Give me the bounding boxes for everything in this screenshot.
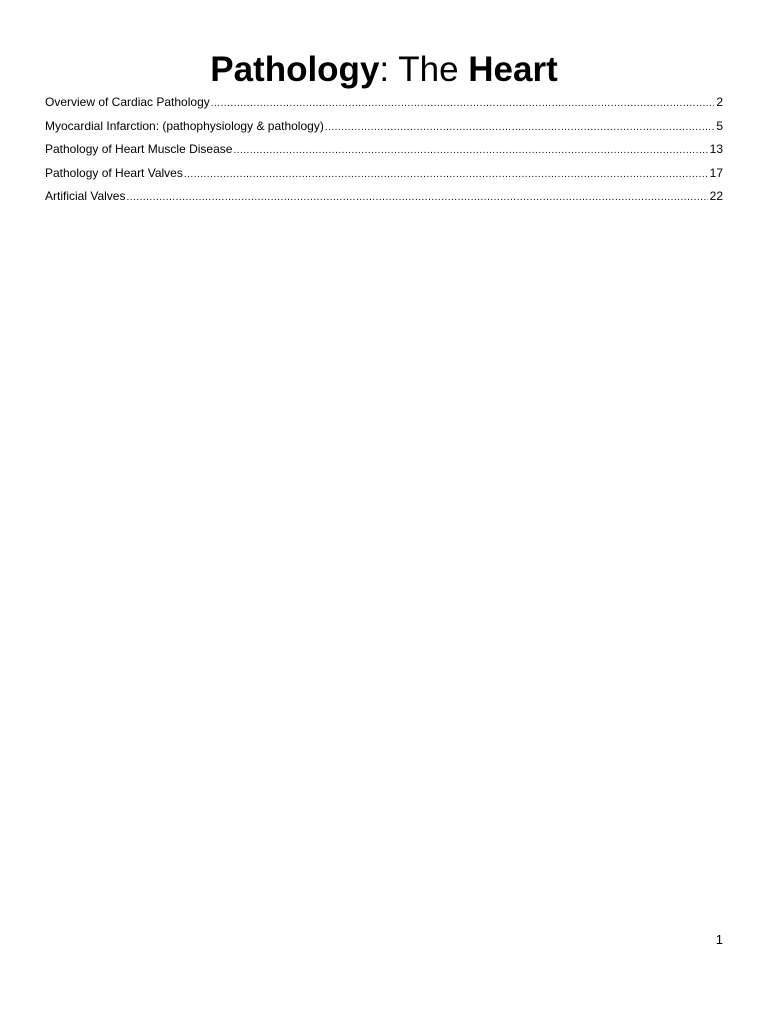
toc-entry-heart-muscle-disease[interactable] xyxy=(45,140,723,164)
toc-entry-page: 2 xyxy=(716,95,723,109)
page-number: 1 xyxy=(715,932,723,947)
page-title xyxy=(0,48,768,92)
toc-entry-page: 17 xyxy=(709,165,723,180)
toc-entry-heart-valves[interactable] xyxy=(45,164,723,188)
toc-dot-leader xyxy=(211,95,715,113)
table-of-contents xyxy=(45,93,723,211)
toc-entry-myocardial-infarction[interactable] xyxy=(45,117,723,141)
toc-entry-page: 22 xyxy=(709,189,723,203)
toc-entry-label: Pathology of Heart Muscle Disease xyxy=(45,142,233,156)
toc-entry-label: Artificial Valves xyxy=(45,189,126,203)
toc-dot-leader xyxy=(233,142,707,160)
toc-entry-page: 13 xyxy=(709,142,723,156)
toc-dot-leader xyxy=(126,189,707,207)
toc-entry-label: Myocardial Infarction: (pathophysiology & pathology) xyxy=(45,118,324,133)
toc-dot-leader xyxy=(325,119,714,137)
toc-entry-label: Overview of Cardiac Pathology xyxy=(45,95,210,109)
toc-entry-artificial-valves[interactable] xyxy=(45,187,723,211)
title-part-heart: Heart xyxy=(468,50,558,89)
toc-dot-leader xyxy=(184,166,708,184)
toc-entry-page: 5 xyxy=(716,118,723,133)
toc-entry-label: Pathology of Heart Valves xyxy=(45,165,183,180)
title-separator: : The xyxy=(379,50,469,89)
toc-entry-overview[interactable] xyxy=(45,93,723,117)
title-part-pathology: Pathology xyxy=(210,50,380,89)
